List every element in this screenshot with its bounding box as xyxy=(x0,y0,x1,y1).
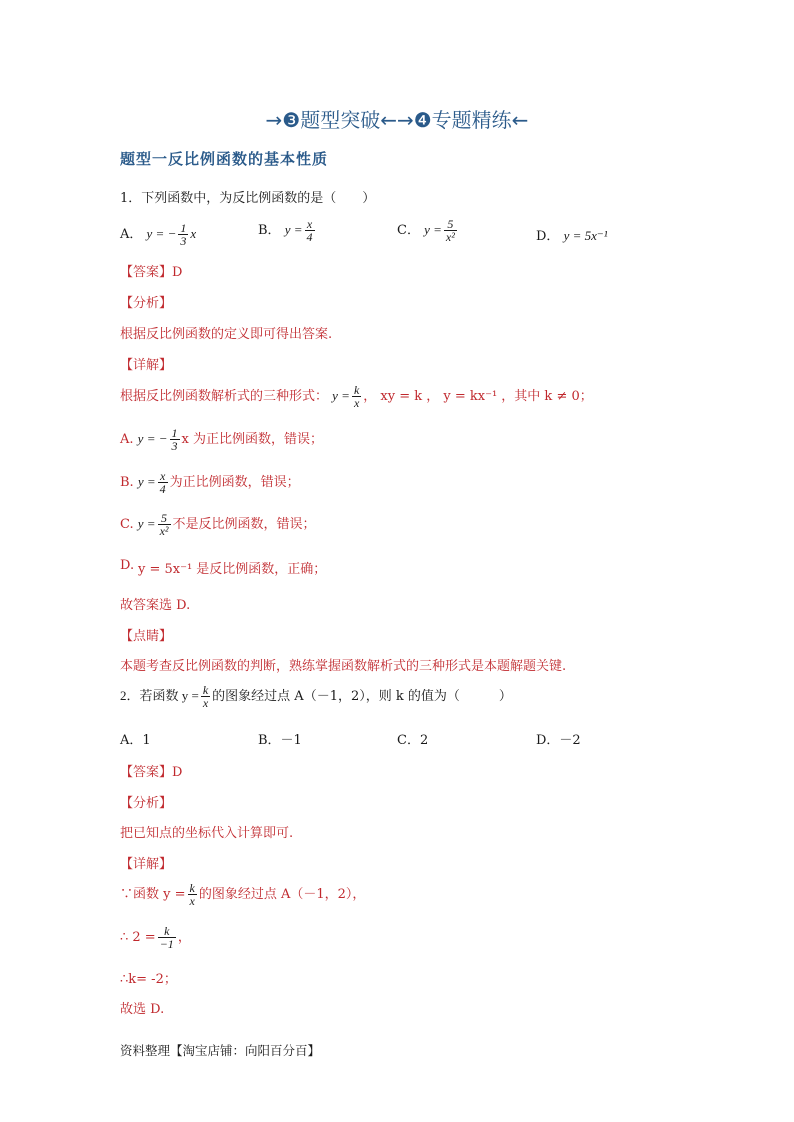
q1-option-a: A． y = − $\frac{1}{3}$ x xyxy=(120,221,197,248)
q2-stem: 2．若函数 y = $\frac{k}{x}$ 的图象经过点 A（－1，2），则 k 的值为（ ） xyxy=(120,683,512,710)
page-title: →❸题型突破←→❹专题精练← xyxy=(265,108,529,132)
q1-analysis: 根据反比例函数的定义即可得出答案. xyxy=(120,327,333,342)
q2-option-c: C．2 xyxy=(397,733,429,748)
footer-note: 资料整理【淘宝店铺：向阳百分百】 xyxy=(120,1043,321,1058)
q1-comment: 本题考查反比例函数的判断，熟练掌握函数解析式的三种形式是本题解题关键. xyxy=(120,659,567,674)
q2-detail-line3: ∴k= -2； xyxy=(120,972,177,987)
q2-option-b: B．－1 xyxy=(258,733,302,748)
q1-line-b: B. y = $\frac{x}{4}$ 为正比例函数，错误； xyxy=(120,469,300,496)
fraction: $\frac{k}{x}$ xyxy=(189,881,195,908)
fraction: $\frac{x}{4}$ xyxy=(306,217,313,244)
fraction: $\frac{5}{\text{x²}}$ xyxy=(445,217,455,244)
q1-comment-tag: 【点睛】 xyxy=(120,629,173,644)
q2-detail-line1: ∵函数 y = $\frac{k}{x}$ 的图象经过点 A（－1，2）， xyxy=(120,881,366,908)
q2-analysis-tag: 【分析】 xyxy=(120,796,173,811)
q1-stem: 1．下列函数中，为反比例函数的是（ ） xyxy=(120,191,376,206)
q1-option-c: C． y = $\frac{5}{\text{x²}}$ xyxy=(397,217,455,244)
q2-detail-tag: 【详解】 xyxy=(120,857,173,872)
fraction: $\frac{1}{3}$ xyxy=(180,221,187,248)
fraction: $\frac{k}{x}$ xyxy=(202,683,209,710)
fraction: $\frac{1}{3}$ xyxy=(171,426,178,453)
q1-line-c: C. y = $\frac{5}{\text{x²}}$ 不是反比例函数，错误； xyxy=(120,511,316,538)
fraction: $\frac{k}{-1}$ xyxy=(159,924,174,951)
q1-option-d: D． y = 5x⁻¹ xyxy=(536,228,608,244)
option-a-label: A． xyxy=(120,227,143,242)
q1-answer: 【答案】D xyxy=(120,265,183,280)
fraction: $\frac{5}{\text{x²}}$ xyxy=(159,511,169,538)
q2-option-a: A．1 xyxy=(120,733,151,748)
fraction: $\frac{x}{4}$ xyxy=(159,469,166,496)
q1-conclusion: 故答案选 D. xyxy=(120,598,191,613)
q1-line-d-label: D. xyxy=(120,558,135,573)
option-c-label: C． xyxy=(397,223,420,238)
q1-analysis-tag: 【分析】 xyxy=(120,296,173,311)
section-title: 题型一反比例函数的基本性质 xyxy=(120,150,329,168)
q1-line-d: y = 5x⁻¹ 是反比例函数，正确； xyxy=(138,562,327,577)
q2-option-d: D．－2 xyxy=(536,733,581,748)
q2-analysis: 把已知点的坐标代入计算即可. xyxy=(120,826,294,841)
q1-option-b: B． y = $\frac{x}{4}$ xyxy=(258,217,313,244)
q1-detail-forms: 根据反比例函数解析式的三种形式： y = $\frac{k}{x}$ ， xy = k ， y = kx⁻¹ ，其中 k ≠ 0； xyxy=(120,383,593,410)
q2-answer: 【答案】D xyxy=(120,765,183,780)
option-d-label: D． xyxy=(536,229,560,244)
q1-detail-tag: 【详解】 xyxy=(120,358,173,373)
q2-detail-line2: ∴ 2 = $\frac{k}{-1}$ ， xyxy=(120,924,191,951)
fraction: $\frac{k}{x}$ xyxy=(353,383,360,410)
option-b-label: B． xyxy=(258,223,281,238)
q1-line-a: A. y = − $\frac{1}{3}$ x 为正比例函数，错误； xyxy=(120,426,323,453)
q2-detail-line4: 故选 D. xyxy=(120,1002,165,1017)
